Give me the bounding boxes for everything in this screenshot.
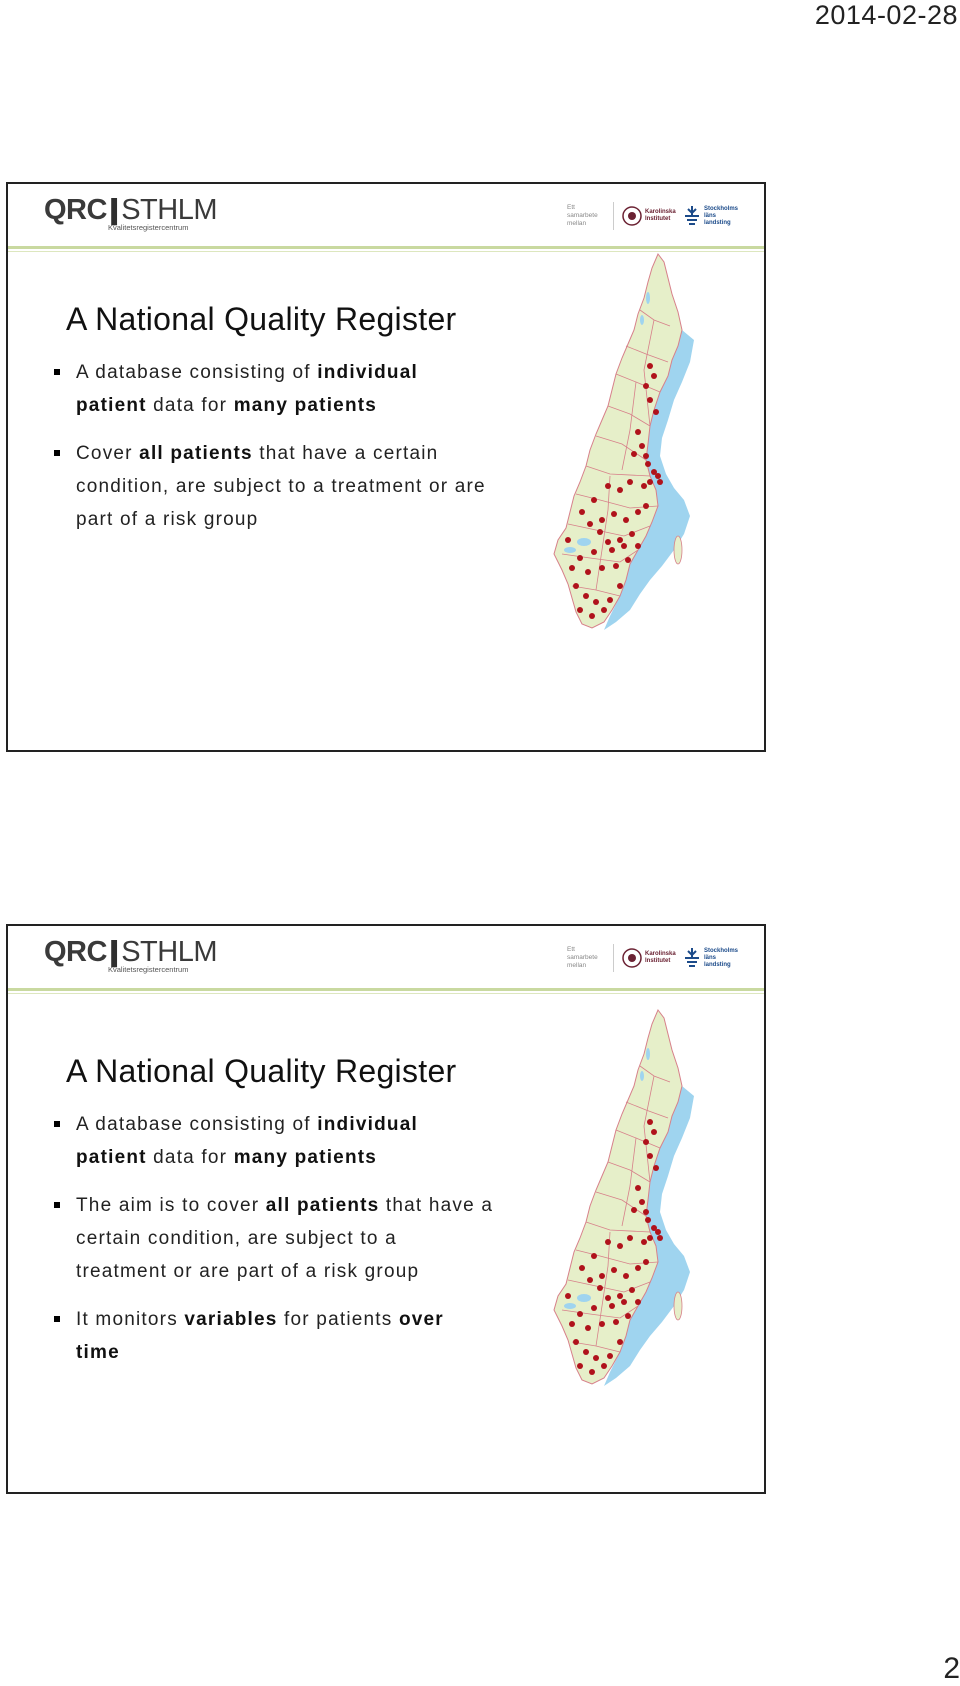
hospital-dot [591, 1253, 597, 1259]
bullet-list [54, 1108, 494, 1384]
island [674, 536, 682, 564]
lake [640, 315, 644, 325]
bullet-list [54, 356, 494, 551]
qrc-sthlm-logo: QRC|| STHLM Kvalitetsregistercentrum [44, 194, 217, 232]
hospital-dot [623, 517, 629, 523]
hospital-dot [589, 613, 595, 619]
partner-logos [567, 944, 744, 972]
hospital-dot [635, 1185, 641, 1191]
bullet-item: The aim is to cover all patients that have a certain condition, are subject to a treatment or are part of a risk group [54, 1189, 494, 1288]
hospital-dot [617, 1339, 623, 1345]
hospital-dot [643, 383, 649, 389]
hospital-dot [569, 1321, 575, 1327]
hospital-dot [647, 1235, 653, 1241]
hospital-dot [629, 1287, 635, 1293]
karolinska-logo: Karolinska Institutet [622, 206, 675, 226]
hospital-dot [609, 1303, 615, 1309]
hospital-dot [577, 1311, 583, 1317]
hospital-dot [647, 479, 653, 485]
lake [564, 547, 576, 553]
hospital-dot [605, 1239, 611, 1245]
hospital-dot [605, 483, 611, 489]
hospital-dot [621, 1299, 627, 1305]
hospital-dot [599, 1273, 605, 1279]
hospital-dot [617, 537, 623, 543]
lake [646, 1048, 650, 1060]
sweden-map [550, 250, 710, 650]
hospital-dot [565, 537, 571, 543]
karolinska-logo: Karolinska Institutet [622, 948, 675, 968]
slide-header [8, 926, 764, 992]
hospital-dot [587, 521, 593, 527]
hospital-dot [597, 529, 603, 535]
hospital-dot [625, 557, 631, 563]
header-rule [8, 246, 764, 249]
hospital-dot [635, 509, 641, 515]
hospital-dot [601, 607, 607, 613]
hospital-dot [579, 509, 585, 515]
hospital-dot [657, 479, 663, 485]
stockholms-lans-landsting-logo: Stockholms läns landsting [683, 947, 744, 969]
bullet-item: A database consisting of individual patient data for many patients [54, 356, 494, 422]
hospital-dot [585, 569, 591, 575]
hospital-dot [643, 1209, 649, 1215]
hospital-dot [611, 511, 617, 517]
hospital-dot [645, 1217, 651, 1223]
hospital-dot [587, 1277, 593, 1283]
hospital-dot [635, 543, 641, 549]
hospital-dot [617, 487, 623, 493]
slide-title: A National Quality Register [66, 301, 457, 338]
hospital-dot [655, 473, 661, 479]
hospital-dot [591, 497, 597, 503]
slide-title: A National Quality Register [66, 1053, 457, 1090]
hospital-dot [639, 443, 645, 449]
hospital-dot [577, 555, 583, 561]
slide [6, 924, 766, 1494]
hospital-dot [651, 1129, 657, 1135]
slide-header [8, 184, 764, 250]
hospital-dot [599, 517, 605, 523]
hospital-dot [631, 1207, 637, 1213]
bullet-marker [54, 1316, 60, 1322]
hospital-dot [617, 1243, 623, 1249]
hospital-dot [655, 1229, 661, 1235]
bullet-item: Cover all patients that have a certain condition, are subject to a treatment or are part of a risk group [54, 437, 494, 536]
hospital-dot [653, 1165, 659, 1171]
hospital-dot [651, 373, 657, 379]
lake [564, 1303, 576, 1309]
partner-logos [567, 202, 744, 230]
partner-tagline: Ett samarbete mellan [567, 204, 598, 227]
sweden-map [550, 1006, 710, 1406]
partner-tagline: Ett samarbete mellan [567, 946, 598, 969]
page-date: 2014-02-28 [814, 0, 958, 30]
hospital-dot [643, 1259, 649, 1265]
island [674, 1292, 682, 1320]
hospital-dot [631, 451, 637, 457]
hospital-dot [605, 539, 611, 545]
hospital-dot [623, 1273, 629, 1279]
hospital-dot [565, 1293, 571, 1299]
header-rule [8, 988, 764, 991]
hospital-dot [583, 1349, 589, 1355]
hospital-dot [625, 1313, 631, 1319]
hospital-dot [569, 565, 575, 571]
slide [6, 182, 766, 752]
hospital-dot [635, 429, 641, 435]
hospital-dot [629, 531, 635, 537]
bullet-marker [54, 450, 60, 456]
hospital-dot [627, 479, 633, 485]
hospital-dot [643, 503, 649, 509]
page-number: 2 [943, 1652, 960, 1685]
hospital-dot [599, 1321, 605, 1327]
bullet-marker [54, 1121, 60, 1127]
hospital-dot [597, 1285, 603, 1291]
lake [577, 1294, 591, 1302]
hospital-dot [599, 565, 605, 571]
hospital-dot [579, 1265, 585, 1271]
hospital-dot [617, 1293, 623, 1299]
hospital-dot [635, 1265, 641, 1271]
hospital-dot [601, 1363, 607, 1369]
hospital-dot [607, 597, 613, 603]
hospital-dot [647, 1119, 653, 1125]
hospital-dot [573, 1339, 579, 1345]
hospital-dot [643, 453, 649, 459]
hospital-dot [589, 1369, 595, 1375]
hospital-dot [643, 1139, 649, 1145]
hospital-dot [647, 1153, 653, 1159]
land-area [554, 1010, 682, 1384]
hospital-dot [577, 1363, 583, 1369]
hospital-dot [647, 397, 653, 403]
hospital-dot [621, 543, 627, 549]
hospital-dot [647, 363, 653, 369]
hospital-dot [573, 583, 579, 589]
lake [577, 538, 591, 546]
hospital-dot [585, 1325, 591, 1331]
hospital-dot [613, 563, 619, 569]
hospital-dot [593, 599, 599, 605]
hospital-dot [639, 1199, 645, 1205]
bullet-marker [54, 1202, 60, 1208]
bullet-item: It monitors variables for patients over time [54, 1303, 494, 1369]
lake [640, 1071, 644, 1081]
land-area [554, 254, 682, 628]
hospital-dot [577, 607, 583, 613]
hospital-dot [609, 547, 615, 553]
hospital-dot [641, 483, 647, 489]
hospital-dot [627, 1235, 633, 1241]
hospital-dot [635, 1299, 641, 1305]
hospital-dot [611, 1267, 617, 1273]
hospital-dot [613, 1319, 619, 1325]
hospital-dot [617, 583, 623, 589]
qrc-sthlm-logo: QRC|| STHLM Kvalitetsregistercentrum [44, 936, 217, 974]
hospital-dot [607, 1353, 613, 1359]
hospital-dot [593, 1355, 599, 1361]
bullet-item: A database consisting of individual patient data for many patients [54, 1108, 494, 1174]
hospital-dot [653, 409, 659, 415]
stockholms-lans-landsting-logo: Stockholms läns landsting [683, 205, 744, 227]
hospital-dot [583, 593, 589, 599]
lake [646, 292, 650, 304]
bullet-marker [54, 369, 60, 375]
hospital-dot [641, 1239, 647, 1245]
hospital-dot [645, 461, 651, 467]
hospital-dot [657, 1235, 663, 1241]
hospital-dot [605, 1295, 611, 1301]
hospital-dot [591, 549, 597, 555]
hospital-dot [591, 1305, 597, 1311]
